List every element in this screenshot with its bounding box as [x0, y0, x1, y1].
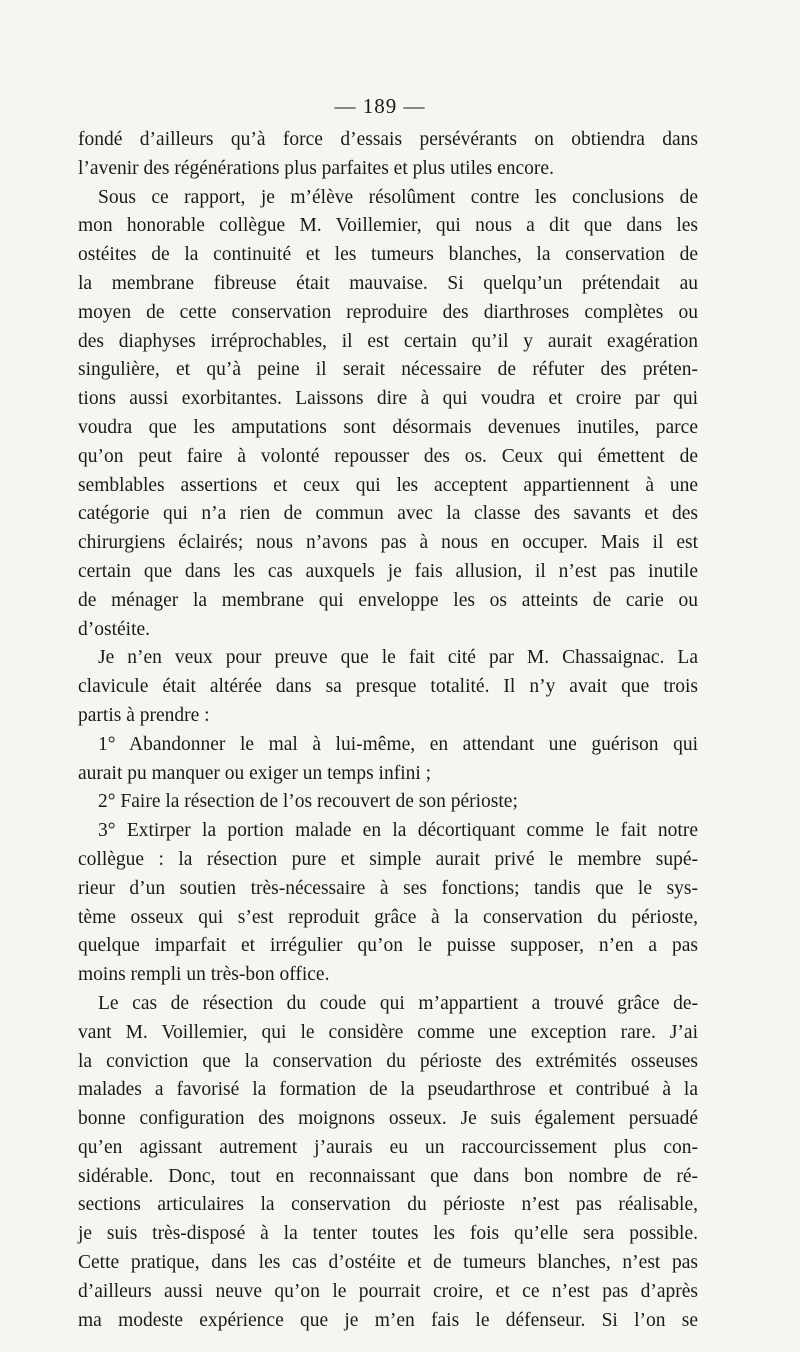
- text-line: rieur d’un soutien très-nécessaire à ses fonctions; tandis que le sys-: [78, 877, 698, 899]
- text-line: Je n’en veux pour preuve que le fait cité par M. Chassaignac. La: [98, 647, 698, 669]
- text-line: moins rempli un très-bon office.: [78, 964, 330, 986]
- text-line: Cette pratique, dans les cas d’ostéite et de tumeurs blanches, n’est pas: [78, 1252, 698, 1274]
- text-line: singulière, et qu’à peine il serait nécessaire de réfuter des préten-: [78, 359, 698, 381]
- text-line: des diaphyses irréprochables, il est certain qu’il y aurait exagération: [78, 330, 698, 352]
- text-line: l’avenir des régénérations plus parfaites et plus utiles encore.: [78, 157, 554, 179]
- text-line: clavicule était altérée dans sa presque totalité. Il n’y avait que trois: [78, 676, 698, 698]
- text-line: d’ailleurs aussi neuve qu’on le pourrait croire, et ce n’est pas d’après: [78, 1280, 698, 1302]
- text-line: qu’en agissant autrement j’aurais eu un raccourcissement plus con-: [78, 1136, 698, 1158]
- text-line: tions aussi exorbitantes. Laissons dire à qui voudra et croire par qui: [78, 388, 698, 410]
- text-line: aurait pu manquer ou exiger un temps infini ;: [78, 762, 432, 784]
- text-line: la conviction que la conservation du périoste des extrémités osseuses: [78, 1050, 698, 1072]
- text-line: vant M. Voillemier, qui le considère comme une exception rare. J’ai: [78, 1021, 698, 1043]
- text-line: 3° Extirper la portion malade en la décortiquant comme le fait notre: [98, 820, 698, 842]
- text-line: partis à prendre :: [78, 704, 210, 726]
- text-line: voudra que les amputations sont désormais devenues inutiles, parce: [78, 416, 698, 438]
- text-line: mon honorable collègue M. Voillemier, qui nous a dit que dans les: [78, 215, 698, 237]
- text-line: la membrane fibreuse était mauvaise. Si quelqu’un prétendait au: [78, 272, 698, 294]
- text-line: semblables assertions et ceux qui les acceptent appartiennent à une: [78, 474, 698, 496]
- text-line: 2° Faire la résection de l’os recouvert de son périoste;: [98, 791, 518, 813]
- text-line: sidérable. Donc, tout en reconnaissant que dans bon nombre de ré-: [78, 1165, 698, 1187]
- text-line: quelque imparfait et irrégulier qu’on le puisse supposer, n’en a pas: [78, 935, 698, 957]
- body-text: [78, 126, 698, 1335]
- text-line: Sous ce rapport, je m’élève résolûment contre les conclusions de: [98, 186, 698, 208]
- text-line: je suis très-disposé à la tenter toutes les fois qu’elle sera possible.: [78, 1223, 698, 1245]
- text-line: de ménager la membrane qui enveloppe les os atteints de carie ou: [78, 589, 698, 611]
- text-line: d’ostéite.: [78, 618, 151, 640]
- page-number: — 189 —: [334, 94, 426, 118]
- text-line: tème osseux qui s’est reproduit grâce à la conservation du périoste,: [78, 906, 698, 928]
- text-line: ma modeste expérience que je m’en fais le défenseur. Si l’on se: [78, 1309, 698, 1331]
- text-line: catégorie qui n’a rien de commun avec la classe des savants et des: [78, 503, 698, 525]
- text-line: chirurgiens éclairés; nous n’avons pas à nous en occuper. Mais il est: [78, 532, 698, 554]
- text-line: certain que dans les cas auxquels je fais allusion, il n’est pas inutile: [78, 560, 698, 582]
- text-line: bonne configuration des moignons osseux. Je suis également persuadé: [78, 1108, 698, 1130]
- text-line: Le cas de résection du coude qui m’appartient a trouvé grâce de-: [98, 992, 698, 1014]
- text-line: malades a favorisé la formation de la pseudarthrose et contribué à la: [78, 1079, 698, 1101]
- text-line: 1° Abandonner le mal à lui-même, en attendant une guérison qui: [98, 733, 698, 755]
- text-line: collègue : la résection pure et simple aurait privé le membre supé-: [78, 848, 698, 870]
- text-line: qu’on peut faire à volonté repousser des os. Ceux qui émettent de: [78, 445, 698, 467]
- text-line: moyen de cette conservation reproduire des diarthroses complètes ou: [78, 301, 698, 323]
- text-line: fondé d’ailleurs qu’à force d’essais persévérants on obtiendra dans: [78, 129, 698, 150]
- text-line: ostéites de la continuité et les tumeurs blanches, la conservation de: [78, 244, 698, 266]
- text-line: sections articulaires la conservation du périoste n’est pas réalisable,: [78, 1194, 698, 1216]
